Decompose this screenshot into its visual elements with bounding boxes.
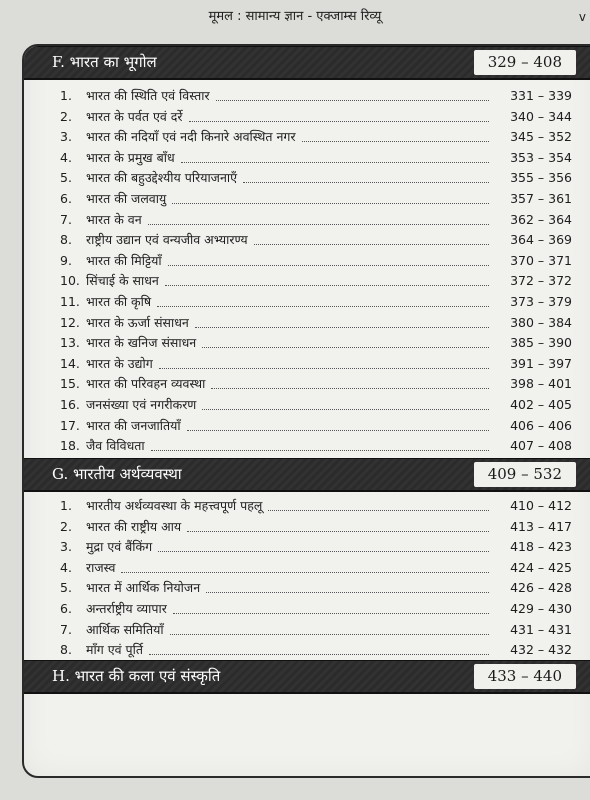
entry-pages: 424 – 425 (510, 559, 572, 575)
dot-leader (202, 395, 489, 410)
dot-leader (121, 558, 489, 573)
dot-leader (170, 620, 489, 635)
toc-entry (24, 86, 590, 107)
section-header-culture (24, 660, 590, 694)
toc-entry (24, 640, 590, 661)
section-header-geography (24, 46, 590, 80)
entry-title: भारत की कृषि (86, 293, 152, 309)
entry-pages: 345 – 352 (510, 129, 572, 145)
section-page-range: 433 – 440 (474, 664, 576, 689)
toc-entry (24, 189, 590, 210)
entry-title: अन्तर्राष्ट्रीय व्यापार (86, 600, 167, 616)
dot-leader (157, 292, 489, 307)
dot-leader (149, 640, 489, 655)
dot-leader (195, 313, 489, 328)
entry-number: 13. (60, 335, 80, 351)
toc-entry (24, 107, 590, 128)
entry-pages: 385 – 390 (510, 335, 572, 351)
entry-number: 9. (60, 252, 72, 268)
entry-number: 7. (60, 211, 72, 227)
toc-entry (24, 148, 590, 169)
entry-number: 4. (60, 149, 72, 165)
entry-title: भारत के ऊर्जा संसाधन (86, 314, 189, 330)
toc-entry (24, 620, 590, 641)
entry-pages: 331 – 339 (510, 88, 572, 103)
dot-leader (254, 230, 489, 245)
toc-entry (24, 395, 590, 416)
entry-number: 2. (60, 108, 72, 124)
entry-number: 12. (60, 314, 80, 330)
entry-number: 17. (60, 417, 80, 433)
dot-leader (187, 517, 489, 532)
dot-leader (181, 148, 489, 163)
entry-title: भारत की नदियाँ एवं नदी किनारे अवस्थित नगर (86, 129, 296, 145)
entry-pages: 380 – 384 (510, 314, 572, 330)
toc-entry (24, 354, 590, 375)
section-title: G. भारतीय अर्थव्यवस्था (52, 465, 182, 483)
page-header (0, 0, 590, 34)
dot-leader (173, 599, 489, 614)
entry-pages: 413 – 417 (510, 518, 572, 534)
dot-leader (148, 210, 489, 225)
toc-entry (24, 599, 590, 620)
dot-leader (206, 578, 489, 593)
section-title: H. भारत की कला एवं संस्कृति (52, 667, 221, 685)
dot-leader (211, 374, 489, 389)
entry-number: 8. (60, 642, 72, 658)
dot-leader (168, 251, 489, 266)
entry-pages: 406 – 406 (510, 417, 572, 433)
entry-title: भारत की बहुउद्देश्यीय परियाजनाएँ (86, 170, 238, 186)
entry-title: भारत की परिवहन व्यवस्था (86, 376, 206, 392)
toc-entry (24, 313, 590, 334)
entry-number: 5. (60, 170, 72, 186)
entry-pages: 370 – 371 (510, 252, 572, 268)
entry-pages: 391 – 397 (510, 355, 572, 371)
entry-number: 6. (60, 600, 72, 616)
entry-title: भारत के पर्वत एवं दर्रे (86, 108, 183, 124)
entry-pages: 364 – 369 (510, 232, 572, 248)
entry-title: भारत की राष्ट्रीय आय (86, 518, 182, 534)
entry-title: सिंचाई के साधन (86, 273, 159, 289)
entry-pages: 373 – 379 (510, 293, 572, 309)
toc-entry (24, 517, 590, 538)
toc-entry (24, 168, 590, 189)
dot-leader (302, 127, 489, 142)
entry-title: मुद्रा एवं बैंकिंग (86, 539, 153, 555)
toc-entry (24, 292, 590, 313)
toc-entry (24, 578, 590, 599)
toc-entry (24, 416, 590, 437)
entry-pages: 418 – 423 (510, 539, 572, 555)
entry-pages: 340 – 344 (510, 108, 572, 124)
section-title: F. भारत का भूगोल (52, 53, 157, 71)
entry-number: 6. (60, 190, 72, 206)
entry-title: भारत की मिट्टियाँ (86, 252, 162, 268)
entry-pages: 429 – 430 (510, 600, 572, 616)
entry-title: भारत के खनिज संसाधन (86, 335, 197, 351)
entry-number: 3. (60, 129, 72, 145)
entry-title: जनसंख्या एवं नगरीकरण (86, 396, 197, 412)
toc-entry (24, 210, 590, 231)
toc-entry (24, 496, 590, 517)
entry-title: राष्ट्रीय उद्यान एवं वन्यजीव अभ्यारण्य (86, 232, 248, 248)
dot-leader (158, 537, 489, 552)
contents-panel (22, 44, 590, 778)
dot-leader (202, 333, 489, 348)
entry-title: राजस्व (86, 559, 116, 575)
entry-pages: 357 – 361 (510, 190, 572, 206)
entry-number: 10. (60, 273, 80, 289)
entry-number: 1. (60, 88, 72, 103)
page-number: v (578, 10, 586, 24)
entry-pages: 355 – 356 (510, 170, 572, 186)
dot-leader (151, 436, 489, 451)
toc-entry (24, 230, 590, 251)
dot-leader (268, 496, 489, 511)
entry-title: भारत के वन (86, 211, 142, 227)
entry-pages: 410 – 412 (510, 498, 572, 513)
entry-number: 5. (60, 580, 72, 596)
entry-number: 7. (60, 621, 72, 637)
entry-pages: 398 – 401 (510, 376, 572, 392)
entry-number: 16. (60, 396, 80, 412)
section-page-range: 409 – 532 (474, 462, 576, 487)
entry-title: भारत की जलवायु (86, 190, 167, 206)
toc-entry (24, 127, 590, 148)
header-title: मूमल : सामान्य ज्ञान - एक्जाम्स रिव्यू (208, 9, 382, 24)
toc-entry (24, 374, 590, 395)
entry-pages: 402 – 405 (510, 396, 572, 412)
dot-leader (187, 416, 489, 431)
entry-title: भारत की जनजातियाँ (86, 417, 181, 433)
entry-pages: 362 – 364 (510, 211, 572, 227)
entry-title: आर्थिक समितियाँ (86, 621, 164, 637)
entry-title: माँग एवं पूर्ति (86, 642, 144, 658)
entry-number: 15. (60, 376, 80, 392)
toc-entry (24, 271, 590, 292)
dot-leader (159, 354, 489, 369)
entry-pages: 353 – 354 (510, 149, 572, 165)
section-header-economy (24, 458, 590, 492)
entry-pages: 407 – 408 (510, 438, 572, 454)
entry-number: 11. (60, 293, 80, 309)
entry-title: भारतीय अर्थव्यवस्था के महत्त्वपूर्ण पहलू (86, 498, 263, 513)
entry-title: भारत में आर्थिक नियोजन (86, 580, 201, 596)
section-list-economy (24, 496, 590, 661)
toc-entry (24, 333, 590, 354)
entry-title: भारत के प्रमुख बाँध (86, 149, 175, 165)
toc-entry (24, 436, 590, 457)
entry-number: 1. (60, 498, 72, 513)
entry-number: 14. (60, 355, 80, 371)
entry-number: 18. (60, 438, 80, 454)
entry-number: 8. (60, 232, 72, 248)
toc-entry (24, 251, 590, 272)
dot-leader (189, 107, 489, 122)
dot-leader (243, 168, 489, 183)
dot-leader (172, 189, 489, 204)
entry-pages: 426 – 428 (510, 580, 572, 596)
entry-number: 2. (60, 518, 72, 534)
entry-pages: 432 – 432 (510, 642, 572, 658)
entry-title: भारत के उद्योग (86, 355, 153, 371)
dot-leader (216, 86, 489, 101)
toc-entry (24, 537, 590, 558)
entry-title: भारत की स्थिति एवं विस्तार (86, 88, 210, 103)
entry-number: 3. (60, 539, 72, 555)
entry-title: जैव विविधता (86, 438, 145, 454)
entry-pages: 431 – 431 (510, 621, 572, 637)
section-page-range: 329 – 408 (474, 50, 576, 75)
toc-entry (24, 558, 590, 579)
dot-leader (165, 271, 489, 286)
entry-number: 4. (60, 559, 72, 575)
section-list-geography (24, 86, 590, 457)
entry-pages: 372 – 372 (510, 273, 572, 289)
